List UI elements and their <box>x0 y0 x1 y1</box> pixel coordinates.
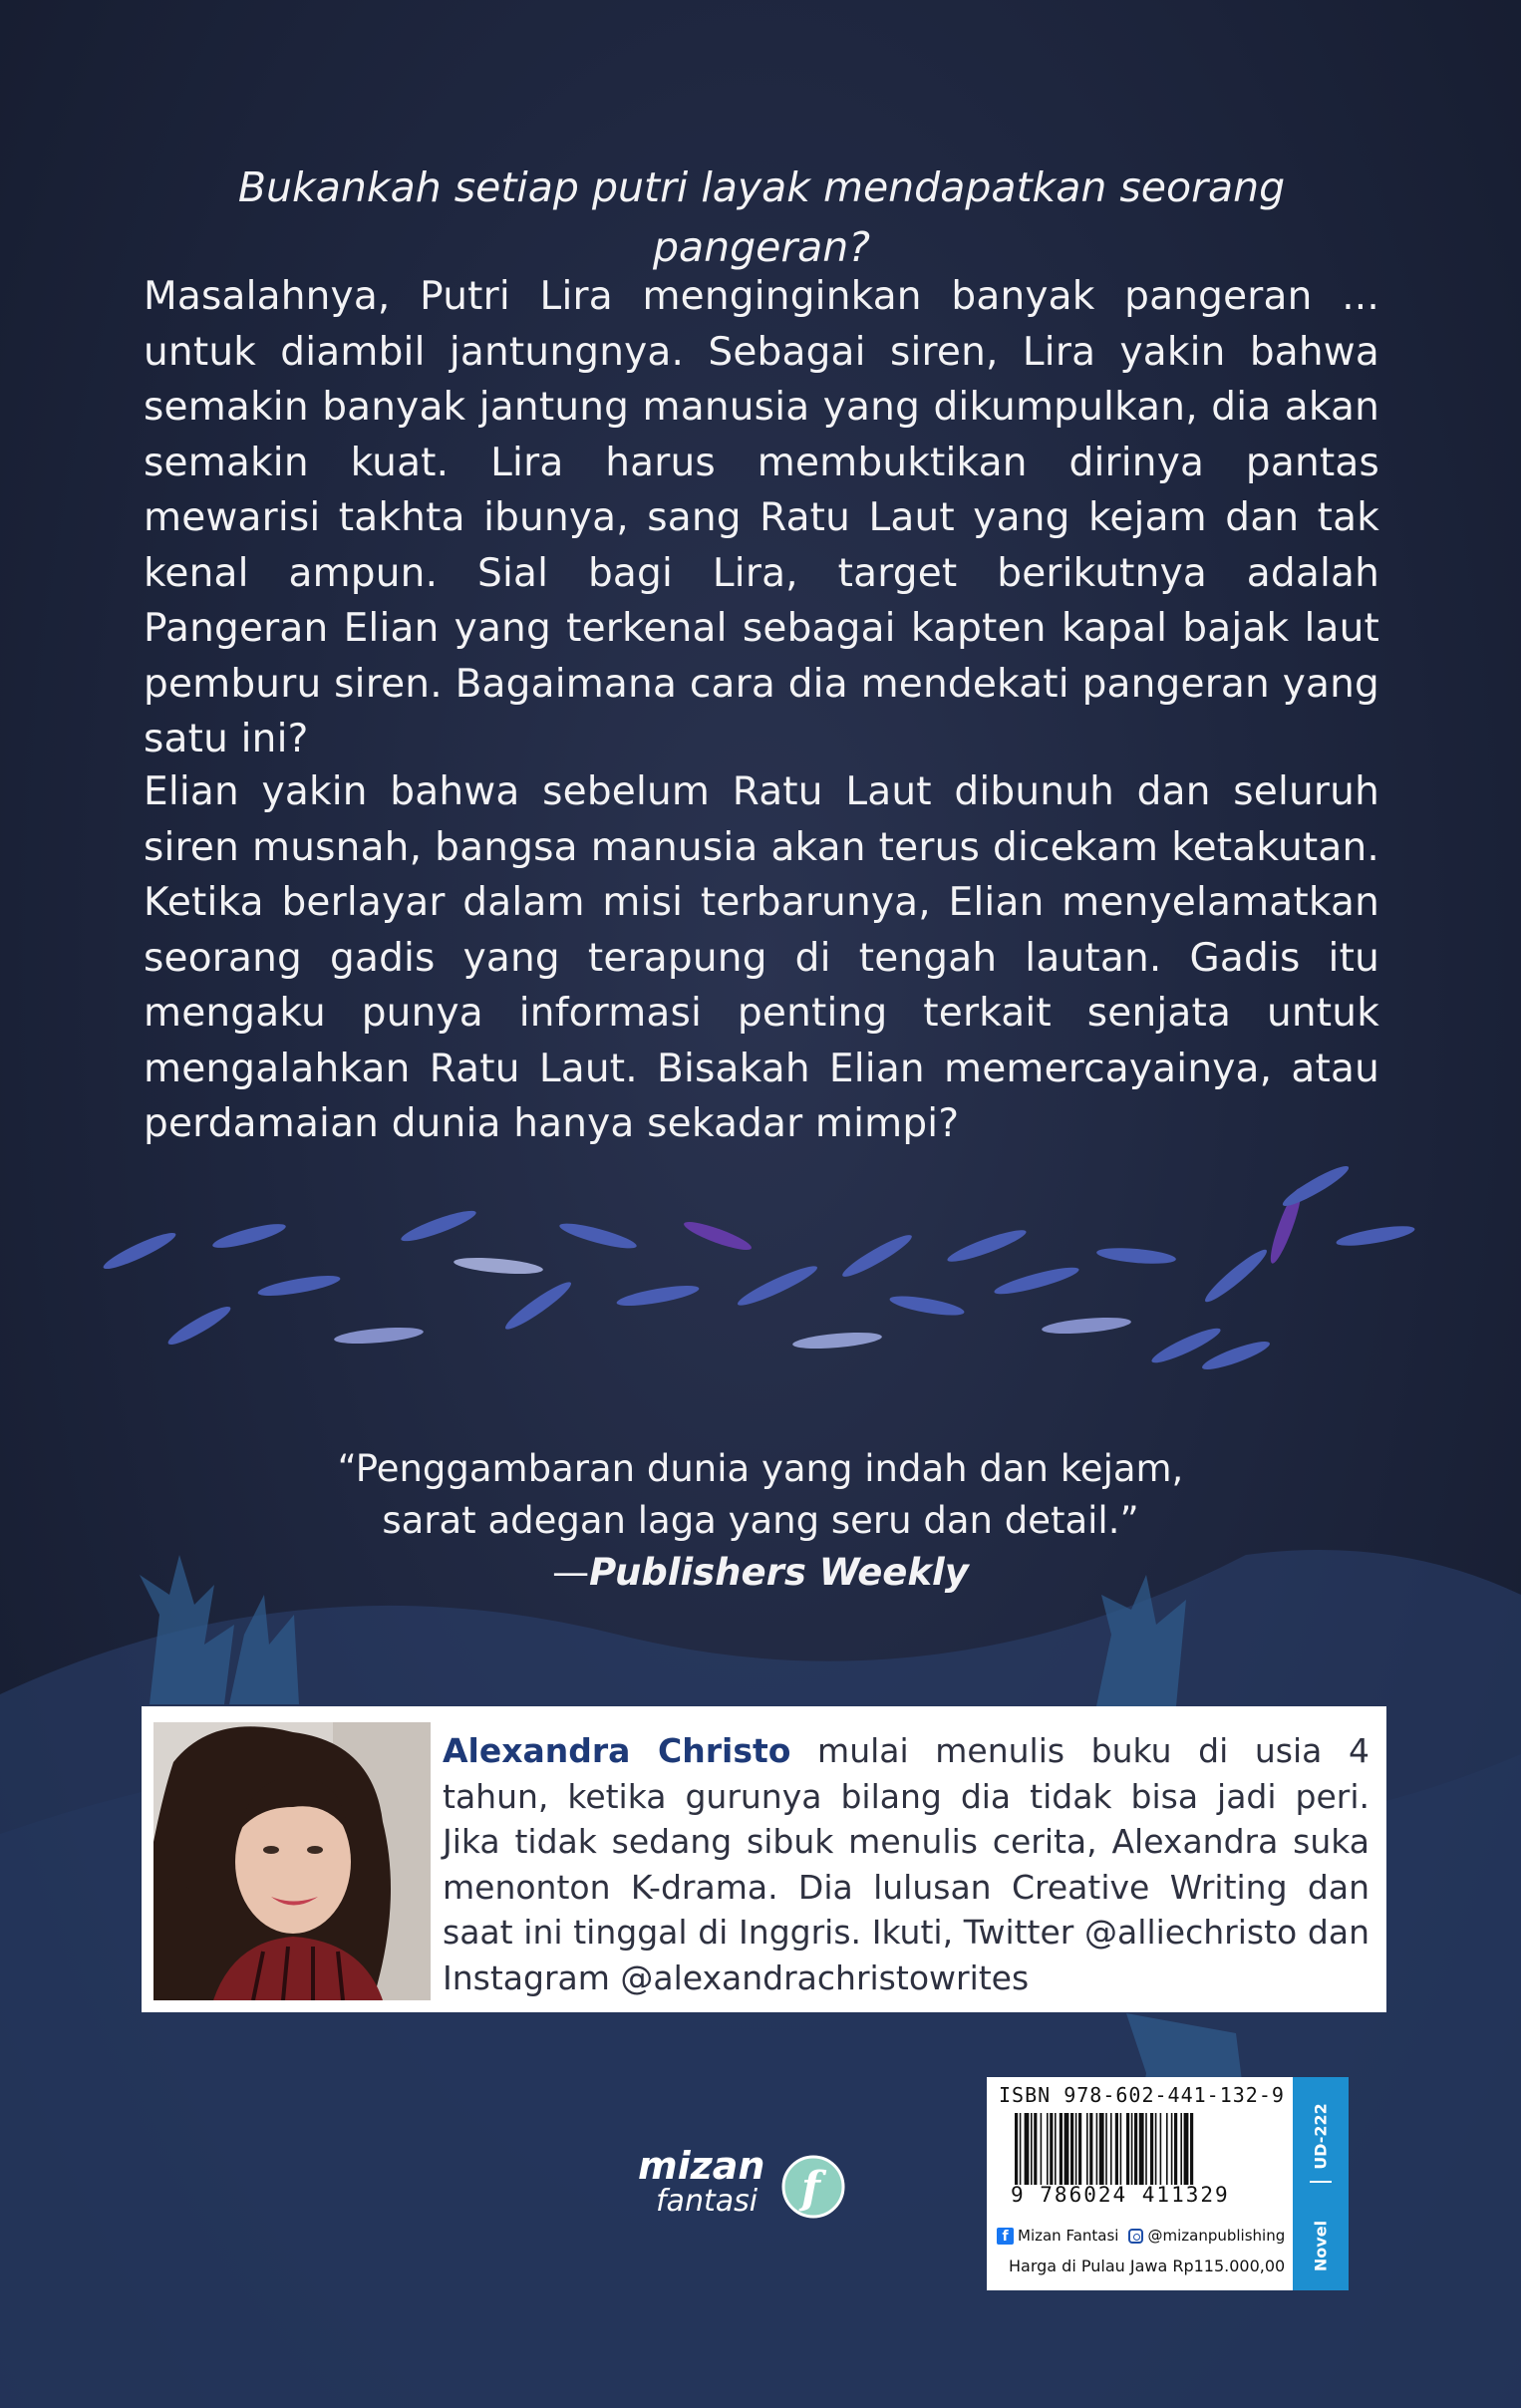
barcode-bar <box>1089 2113 1092 2185</box>
facebook-icon: f <box>997 2228 1014 2245</box>
price: Harga di Pulau Jawa Rp115.000,00 <box>1009 2257 1286 2275</box>
facebook-handle: Mizan Fantasi <box>1018 2227 1119 2245</box>
barcode-bar <box>1070 2113 1073 2185</box>
barcode-bar <box>1055 2113 1057 2185</box>
barcode-box <box>987 2077 1293 2290</box>
barcode-bar <box>1174 2113 1177 2185</box>
barcode-bar <box>1060 2113 1063 2185</box>
review-line-1: “Penggambaran dunia yang indah dan kejam, <box>337 1447 1184 1490</box>
side-tab <box>1293 2077 1349 2290</box>
barcode-bar <box>1126 2113 1129 2185</box>
barcode-bar <box>1065 2113 1069 2185</box>
barcode-bar <box>1184 2113 1189 2185</box>
publisher-logo-graphic <box>638 2143 857 2223</box>
catalog-code: UD-222 <box>1311 2103 1331 2170</box>
review-source: Publishers Weekly <box>589 1551 969 1594</box>
blurb-paragraph-1: Masalahnya, Putri Lira menginginkan banyak pangeran ... untuk diambil jantungnya. Sebagai siren, Lira yakin bahwa semakin banyak jantung manusia yang dikumpulkan, dia akan semakin kuat. Lira harus membuktikan dirinya pantas mewarisi takhta ibunya, sang Ratu Laut yang kejam dan tak kenal ampun. Sial bagi Lira, target berikutnya adalah Pangeran Elian yang terkenal sebagai kapten kapal bajak laut pemburu siren. Bagaimana cara dia mendekati pangeran yang satu ini? <box>144 274 1379 761</box>
barcode-bar <box>1099 2113 1104 2185</box>
barcode-bar <box>1131 2113 1133 2185</box>
barcode-bar <box>1105 2113 1107 2185</box>
barcode-bar <box>1025 2113 1030 2185</box>
instagram-handle: @mizanpublishing <box>1147 2227 1286 2245</box>
barcode-bar <box>1110 2113 1112 2185</box>
barcode-bar <box>1041 2113 1043 2185</box>
isbn: ISBN 978-602-441-132-9 <box>999 2083 1285 2107</box>
barcode-bar <box>1050 2113 1053 2185</box>
barcode-bar <box>1075 2113 1077 2185</box>
barcode-bar <box>1134 2113 1137 2185</box>
review-attribution <box>239 1547 1282 1599</box>
barcode-bar <box>1115 2113 1118 2185</box>
genre-label: Novel <box>1311 2220 1331 2272</box>
publisher-logo <box>638 2143 857 2223</box>
instagram-icon <box>1128 2229 1143 2244</box>
logo-word-mizan: mizan <box>638 2144 765 2188</box>
barcode-bar <box>1155 2113 1157 2185</box>
barcode-bar <box>1086 2113 1088 2185</box>
review-dash: — <box>552 1551 590 1594</box>
barcode-bar <box>1120 2113 1122 2185</box>
barcode-bars <box>1015 2113 1276 2185</box>
barcode-bar <box>1139 2113 1144 2185</box>
barcode-bar <box>1015 2113 1018 2185</box>
logo-mark: f <box>801 2163 820 2214</box>
barcode-bar <box>1171 2113 1173 2185</box>
author-photo <box>153 1722 431 2000</box>
review-line-2: sarat adegan laga yang seru dan detail.” <box>382 1499 1139 1542</box>
author-box <box>142 1706 1386 2012</box>
tagline: Bukankah setiap putri layak mendapatkan seorang pangeran? <box>237 163 1286 271</box>
author-name: Alexandra Christo <box>443 1731 791 1770</box>
barcode-bar <box>1031 2113 1033 2185</box>
barcode-bar <box>1020 2113 1022 2185</box>
barcode-bar <box>1180 2113 1182 2185</box>
barcode-bar <box>1150 2113 1153 2185</box>
barcode-bar <box>1047 2113 1049 2185</box>
barcode-bar <box>1145 2113 1147 2185</box>
barcode-bar <box>1078 2113 1081 2185</box>
author-bio-text: mulai menulis buku di usia 4 tahun, ketika gurunya bilang dia tidak bisa jadi peri. Jika tidak sedang sibuk menulis cerita, Alexandra suka menonton K-drama. Dia lulusan Creative Writing dan saat ini tinggal di Inggris. Ikuti, Twitter @alliechristo dan Instagram @alexandrachristowrites <box>443 1731 1369 1997</box>
barcode-bar <box>1096 2113 1098 2185</box>
logo-word-fantasi: fantasi <box>656 2184 759 2219</box>
blurb-paragraph-2: Elian yakin bahwa sebelum Ratu Laut dibunuh dan seluruh siren musnah, bangsa manusia akan terus dicekam ketakutan. Ketika berlayar dalam misi terbarunya, Elian menyelamatkan seorang gadis yang terapung di tengah lautan. Gadis itu mengaku punya informasi penting terkait senjata untuk mengalahkan Ratu Laut. Bisakah Elian memercayainya, atau perdamaian dunia hanya sekadar mimpi? <box>144 769 1379 1146</box>
barcode-bar <box>1160 2113 1162 2185</box>
barcode-bar <box>1034 2113 1037 2185</box>
review-quote <box>239 1443 1282 1599</box>
social-links <box>997 2227 1285 2245</box>
side-tab-divider <box>1310 2181 1332 2183</box>
author-bio <box>443 1728 1369 2000</box>
barcode-bar <box>1166 2113 1168 2185</box>
barcode-number: 9 786024 411329 <box>1011 2183 1230 2207</box>
barcode-bar <box>1190 2113 1193 2185</box>
